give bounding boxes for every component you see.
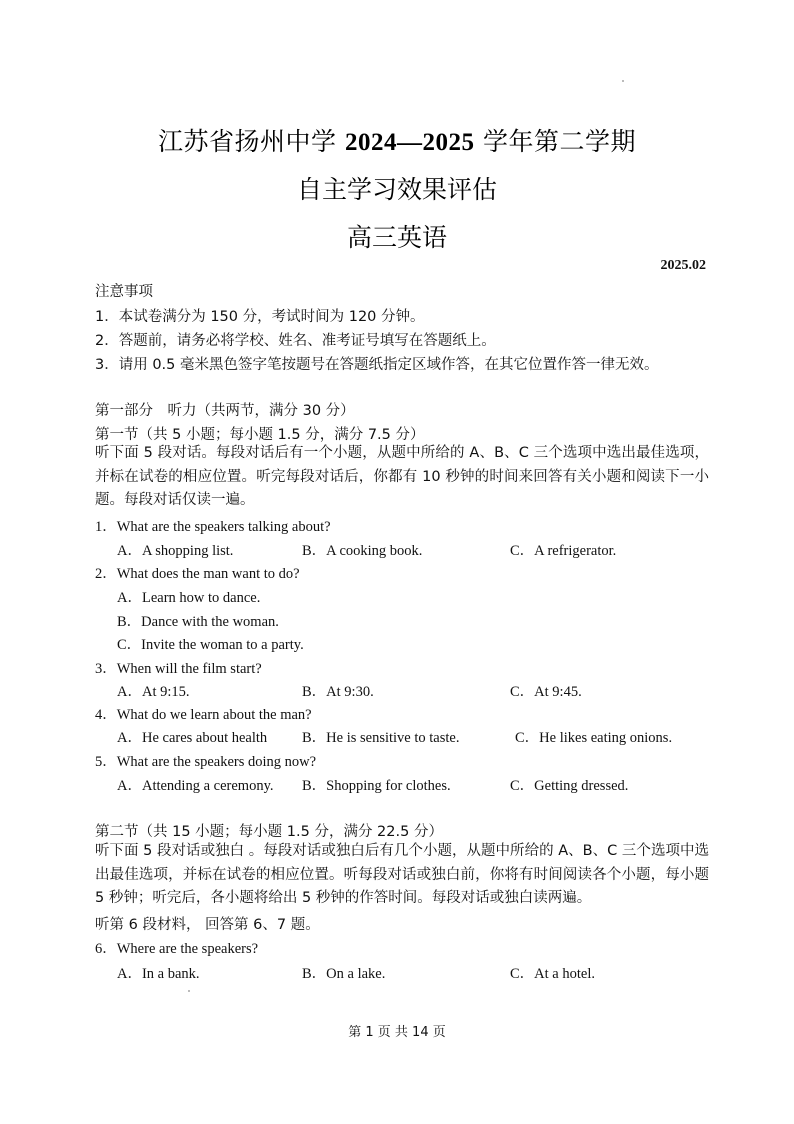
q3-option-a: A．At 9:15. bbox=[117, 684, 190, 700]
q6-option-b: B．On a lake. bbox=[302, 966, 386, 982]
q6-option-a: A．In a bank. bbox=[117, 966, 200, 982]
title-school: 江苏省扬州中学 bbox=[158, 127, 337, 156]
question-5: 5．What are the speakers doing now? bbox=[95, 754, 317, 770]
question-3: 3．When will the film start? bbox=[95, 661, 262, 677]
exam-subject: 高三英语 bbox=[346, 223, 447, 252]
q5-option-b: B．Shopping for clothes. bbox=[302, 778, 451, 794]
question-4: 4．What do we learn about the man? bbox=[95, 707, 312, 723]
section2-heading: 第二节（共 15 小题；每小题 1.5 分，满分 22.5 分） bbox=[95, 824, 443, 840]
q1-option-a: A．A shopping list. bbox=[117, 543, 234, 559]
q3-option-b: B．At 9:30. bbox=[302, 684, 374, 700]
scan-speck bbox=[622, 80, 624, 82]
q2-option-c: C．Invite the woman to a party. bbox=[117, 637, 304, 653]
q2-option-a: A．Learn how to dance. bbox=[117, 590, 261, 606]
page-number: 第 1 页 共 14 页 bbox=[348, 1025, 446, 1040]
q4-option-c: C．He likes eating onions. bbox=[515, 730, 673, 746]
q4-option-a: A．He cares about health bbox=[117, 730, 268, 746]
notice-heading: 注意事项 bbox=[95, 284, 153, 300]
scan-speck bbox=[188, 990, 190, 992]
q3-option-c: C．At 9:45. bbox=[510, 684, 582, 700]
exam-subtitle: 自主学习效果评估 bbox=[296, 175, 497, 204]
q1-option-c: C．A refrigerator. bbox=[510, 543, 617, 559]
part1-heading: 第一部分 听力（共两节，满分 30 分） bbox=[95, 403, 355, 419]
title-years: 2024—2025 bbox=[345, 129, 475, 156]
question-1: 1．What are the speakers talking about? bbox=[95, 519, 331, 535]
question-2: 2．What does the man want to do? bbox=[95, 566, 300, 582]
q5-option-c: C．Getting dressed. bbox=[510, 778, 629, 794]
q2-option-b: B．Dance with the woman. bbox=[117, 614, 279, 630]
section2-instructions: 听下面 5 段对话或独白 。每段对话或独白后有几个小题，从题中所给的 A、B、C 三个选项中选出最佳选项，并标在试卷的相应位置。听每段对话或独白前，你将有时间阅读各个小题，每小题 5 秒钟；听完后，各小题将给出 5 秒钟的作答时间。每段对话或独白读两遍。 bbox=[95, 843, 709, 906]
exam-date: 2025.02 bbox=[660, 258, 706, 273]
title-term: 学年第二学期 bbox=[482, 127, 636, 156]
section1-instructions: 听下面 5 段对话。每段对话后有一个小题，从题中所给的 A、B、C 三个选项中选出最佳选项，并标在试卷的相应位置。听完每段对话后，你都有 10 秒钟的时间来回答有关小题和阅读下一小题。每段对话仅读一遍。 bbox=[95, 445, 709, 508]
question-6: 6．Where are the speakers? bbox=[95, 941, 259, 957]
exam-title bbox=[0, 122, 794, 158]
section2-material: 听第 6 段材料， 回答第 6、7 题。 bbox=[95, 917, 320, 933]
notice-item-2: 2．答题前，请务必将学校、姓名、准考证号填写在答题纸上。 bbox=[95, 333, 496, 349]
q5-option-a: A．Attending a ceremony. bbox=[117, 778, 274, 794]
notice-item-3: 3．请用 0.5 毫米黑色签字笔按题号在答题纸指定区域作答，在其它位置作答一律无效。 bbox=[95, 357, 659, 373]
q1-option-b: B．A cooking book. bbox=[302, 543, 423, 559]
q4-option-b: B．He is sensitive to taste. bbox=[302, 730, 460, 746]
q6-option-c: C．At a hotel. bbox=[510, 966, 595, 982]
section1-heading: 第一节（共 5 小题；每小题 1.5 分，满分 7.5 分） bbox=[95, 427, 425, 443]
notice-item-1: 1．本试卷满分为 150 分，考试时间为 120 分钟。 bbox=[95, 309, 425, 325]
